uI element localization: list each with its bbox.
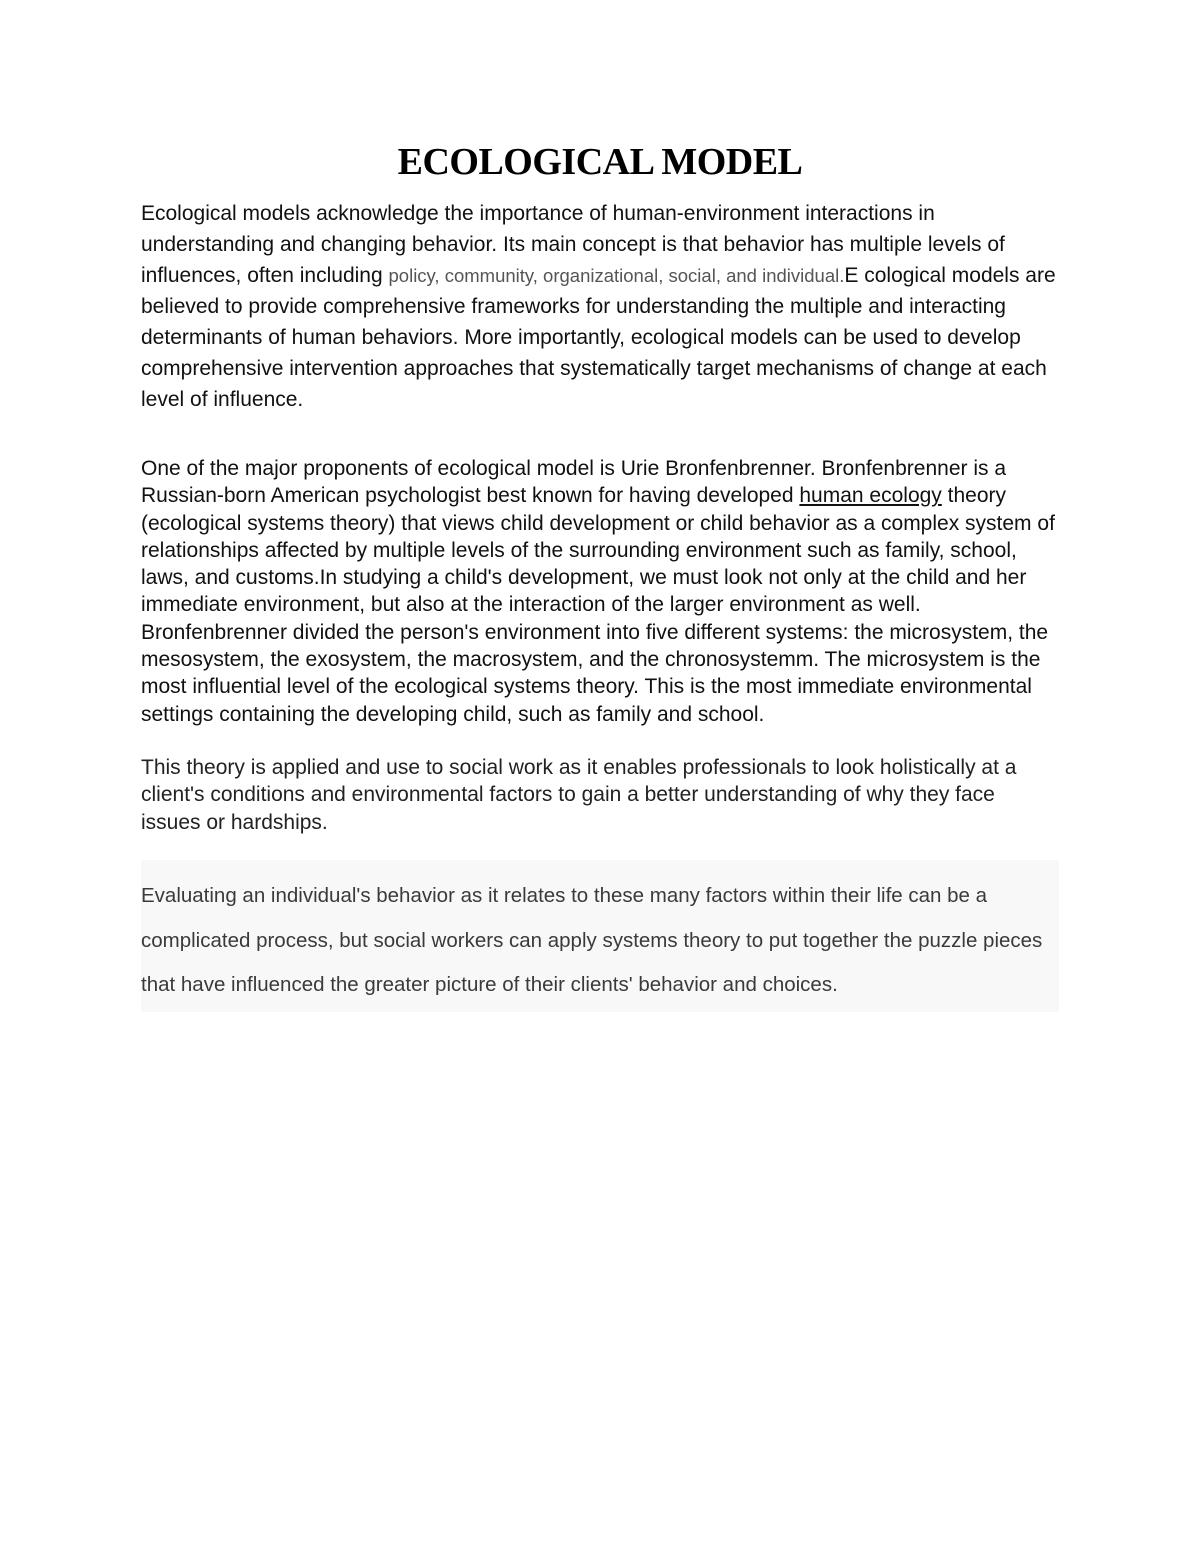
paragraph-ecological-models xyxy=(141,198,1059,415)
paragraph-bronfenbrenner xyxy=(141,455,1059,728)
paragraph-1-text-b: E cological models are believed to provide comprehensive frameworks for understanding the multiple and interacting determinants of human behaviors. More importantly, ecological models can be used to develop comprehensive intervention approaches that systematically target mechanisms of change at each level of influence. xyxy=(141,264,1056,411)
influence-levels-text: policy, community, organizational, social, and individual. xyxy=(388,265,845,286)
document-content xyxy=(141,140,1059,1012)
paragraph-1-text-a: Ecological models acknowledge the importance of human-environment interactions in understanding and changing behavior. Its main concept is that behavior has multiple levels of influences, often including xyxy=(141,202,1005,287)
document-title: ECOLOGICAL MODEL xyxy=(397,141,803,183)
paragraph-2-text-b: theory (ecological systems theory) that views child development or child behavior as a complex system of relationships affected by multiple levels of the surrounding environment such as family, school, laws, and customs.In studying a child's development, we must look not only at the child and her immediate environment, but also at the interaction of the larger environment as well. Bronfenbrenner divided the person's environment into five different systems: the microsystem, the mesosystem, the exosystem, the macrosystem, and the chronosystemm. The microsystem is the most influential level of the ecological systems theory. This is the most immediate environmental settings containing the developing child, such as family and school. xyxy=(141,484,1055,726)
paragraph-2-text-a: One of the major proponents of ecological model is Urie Bronfenbrenner. Bronfenbrenner is a Russian-born American psychologist best known for having developed xyxy=(141,457,1006,508)
human-ecology-link[interactable]: human ecology xyxy=(799,484,942,508)
paragraph-evaluating-behavior: Evaluating an individual's behavior as it relates to these many factors within their life can be a complicated process, but social workers can apply systems theory to put together the puzzle pieces that have influenced the greater picture of their clients' behavior and choices. xyxy=(141,884,1043,997)
paragraph-social-work: This theory is applied and use to social work as it enables professionals to look holistically at a client's conditions and environmental factors to gain a better understanding of why they face issues or hardships. xyxy=(141,755,1017,834)
quote-box xyxy=(141,860,1059,1012)
